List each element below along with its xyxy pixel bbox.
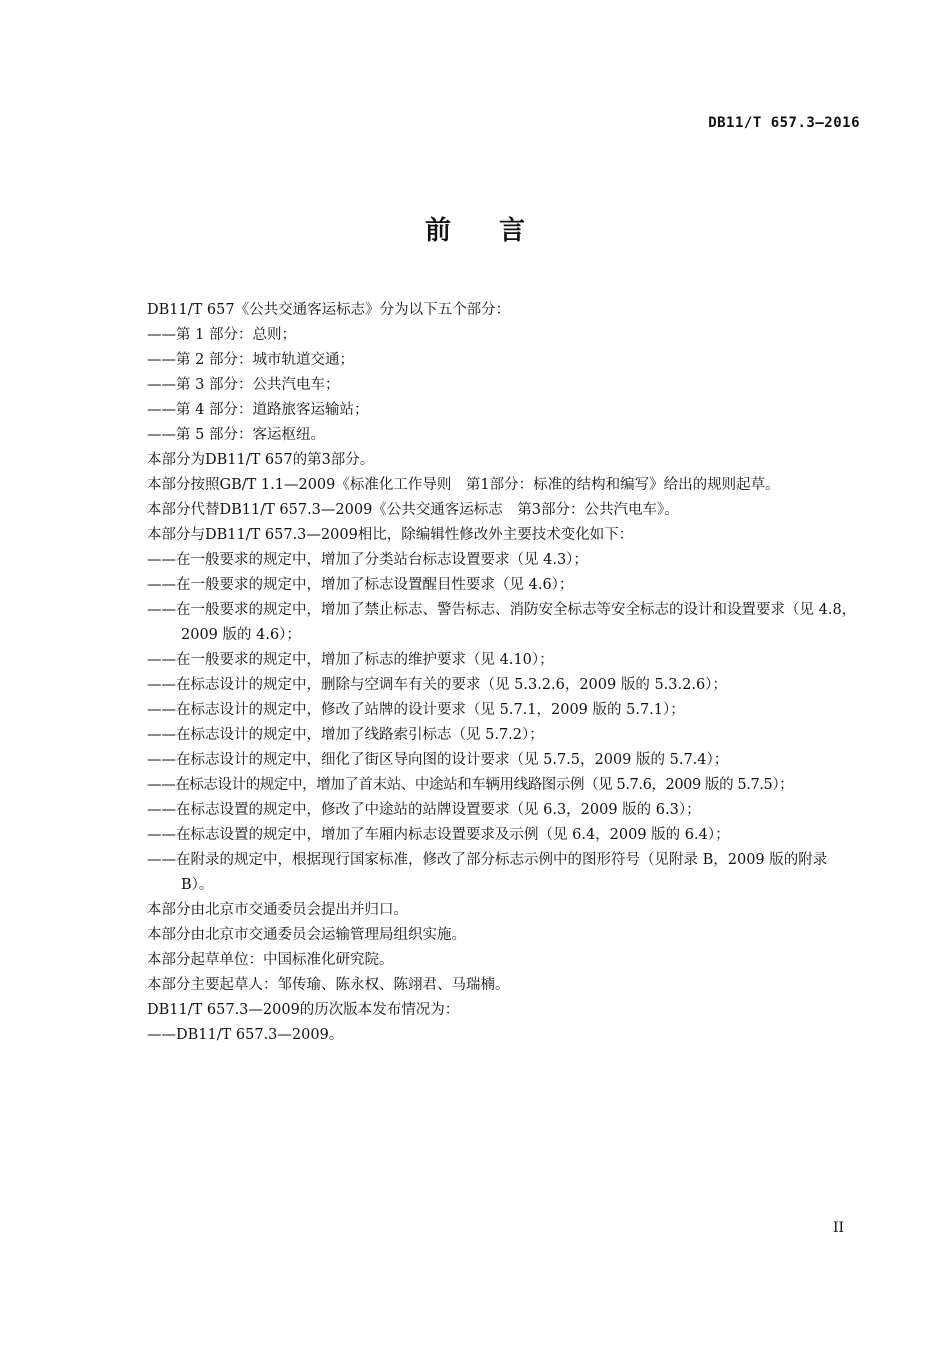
text-line: ——DB11/T 657.3—2009。 bbox=[147, 1027, 344, 1043]
text-line: 本部分主要起草人：邹传瑜、陈永权、陈翊君、马瑞楠。 bbox=[147, 977, 510, 993]
page-title: 前言 bbox=[424, 216, 573, 246]
text-line: 本部分与DB11/T 657.3—2009相比，除编辑性修改外主要技术变化如下： bbox=[147, 527, 634, 543]
text-line: ——在附录的规定中，根据现行国家标准，修改了部分标志示例中的图形符号（见附录 B，2009 版的附录 B）。 bbox=[147, 852, 828, 893]
text-line: 本部分由北京市交通委员会运输管理局组织实施。 bbox=[147, 927, 466, 943]
text-line: ——在一般要求的规定中，增加了分类站台标志设置要求（见 4.3）； bbox=[147, 552, 588, 568]
text-line: ——在一般要求的规定中，增加了禁止标志、警告标志、消防安全标志等安全标志的设计和设置要求（见 4.8，2009 版的 4.6）； bbox=[147, 602, 857, 643]
text-line: 本部分按照GB/T 1.1—2009《标准化工作导则 第1部分：标准的结构和编写》给出的规则起草。 bbox=[147, 477, 780, 493]
text-line: 本部分由北京市交通委员会提出并归口。 bbox=[147, 902, 408, 918]
text-line: ——在标志设计的规定中，增加了线路索引标志（见 5.7.2）； bbox=[147, 727, 544, 743]
document-code: DB11/T 657.3—2016 bbox=[708, 115, 860, 131]
text-line: ——在一般要求的规定中，增加了标志的维护要求（见 4.10）； bbox=[147, 652, 554, 668]
text-line: ——在标志设计的规定中，修改了站牌的设计要求（见 5.7.1，2009 版的 5.7.1）； bbox=[147, 702, 685, 718]
text-line: ——第 2 部分：城市轨道交通； bbox=[147, 352, 354, 368]
page-number: II bbox=[832, 1220, 844, 1236]
text-line: ——在一般要求的规定中，增加了标志设置醒目性要求（见 4.6）； bbox=[147, 577, 574, 593]
foreword-body bbox=[147, 298, 863, 1048]
text-line: ——第 1 部分：总则； bbox=[147, 327, 296, 343]
text-line: ——在标志设置的规定中，修改了中途站的站牌设置要求（见 6.3，2009 版的 6.3）； bbox=[147, 802, 701, 818]
text-line: DB11/T 657《公共交通客运标志》分为以下五个部分： bbox=[147, 302, 511, 318]
text-line: ——在标志设计的规定中，细化了街区导向图的设计要求（见 5.7.5，2009 版的 5.7.4）； bbox=[147, 752, 729, 768]
text-line: 本部分为DB11/T 657的第3部分。 bbox=[147, 452, 375, 468]
text-line: DB11/T 657.3—2009的历次版本发布情况为： bbox=[147, 1002, 460, 1018]
text-line: ——在标志设计的规定中，删除与空调车有关的要求（见 5.3.2.6，2009 版的 5.3.2.6）； bbox=[147, 677, 727, 693]
text-line: ——在标志设置的规定中，增加了车厢内标志设置要求及示例（见 6.4，2009 版的 6.4）； bbox=[147, 827, 730, 843]
text-line: ——第 3 部分：公共汽电车； bbox=[147, 377, 340, 393]
text-line: ——第 4 部分：道路旅客运输站； bbox=[147, 402, 369, 418]
text-line: 本部分代替DB11/T 657.3—2009《公共交通客运标志 第3部分：公共汽电车》。 bbox=[147, 502, 679, 518]
text-line: 本部分起草单位：中国标准化研究院。 bbox=[147, 952, 394, 968]
text-line: ——在标志设计的规定中，增加了首末站、中途站和车辆用线路图示例（见 5.7.6，2009 版的 5.7.5）； bbox=[147, 777, 794, 793]
text-line: ——第 5 部分：客运枢纽。 bbox=[147, 427, 325, 443]
